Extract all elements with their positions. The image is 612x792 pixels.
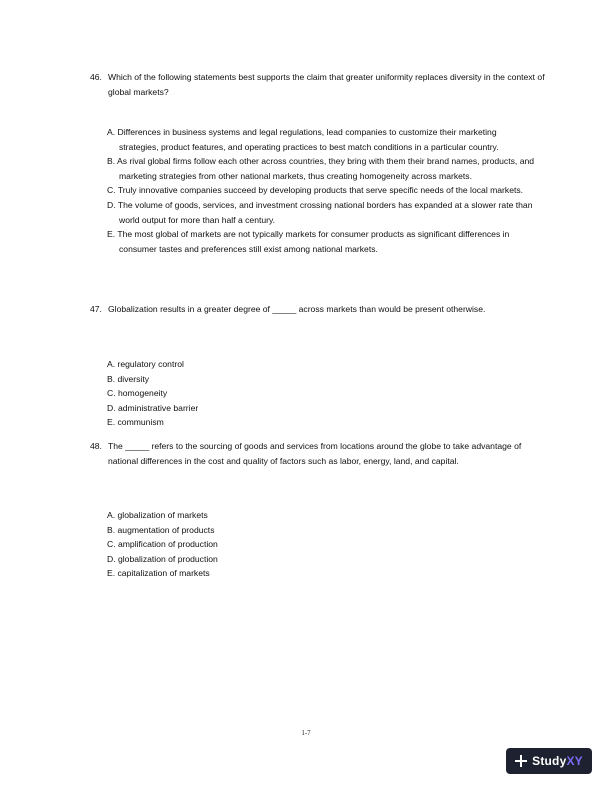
studyxy-logo-badge[interactable] bbox=[506, 748, 592, 774]
answer-option-b[interactable]: B. diversity bbox=[107, 373, 150, 384]
answer-option-b[interactable]: B. augmentation of products bbox=[107, 524, 215, 535]
answer-option-a[interactable]: A. globalization of markets bbox=[107, 510, 208, 520]
question-stem bbox=[90, 439, 550, 468]
brand-name-primary: Study bbox=[532, 754, 567, 768]
question-48 bbox=[90, 439, 550, 579]
question-stem bbox=[90, 302, 550, 317]
question-number: 47. bbox=[90, 304, 102, 314]
question-text: Globalization results in a greater degree of _____ across markets than would be present otherwise. bbox=[108, 304, 486, 314]
plus-icon bbox=[515, 755, 527, 767]
answer-option-c[interactable]: C. homogeneity bbox=[107, 388, 168, 399]
answer-options bbox=[107, 125, 537, 256]
page-number: 1-7 bbox=[301, 729, 311, 737]
answer-option-d[interactable]: D. globalization of production bbox=[107, 553, 218, 564]
answer-option-d[interactable]: D. administrative barrier bbox=[107, 402, 199, 413]
answer-option-a[interactable]: A. Differences in business systems and legal regulations, lead companies to customize their marketing strategies, product features, and operating practices to best match conditions in a particular country. bbox=[107, 127, 499, 152]
answer-option-e[interactable]: E. capitalization of markets bbox=[107, 568, 210, 579]
answer-option-c[interactable]: C. Truly innovative companies succeed by developing products that serve specific needs of the local markets. bbox=[107, 185, 524, 196]
question-number: 46. bbox=[90, 72, 102, 82]
brand-name-accent: XY bbox=[566, 754, 583, 768]
answer-options bbox=[107, 508, 537, 581]
answer-options bbox=[107, 357, 537, 430]
brand-name bbox=[532, 754, 583, 768]
question-text: Which of the following statements best supports the claim that greater uniformity replaces diversity in the context of global markets? bbox=[108, 72, 545, 97]
answer-option-e[interactable]: E. communism bbox=[107, 417, 164, 428]
answer-option-e[interactable]: E. The most global of markets are not typically markets for consumer products as significant differences in consumer tastes and preferences still exist among national markets. bbox=[107, 229, 510, 254]
answer-option-c[interactable]: C. amplification of production bbox=[107, 539, 218, 550]
question-stem bbox=[90, 70, 550, 99]
question-text: The _____ refers to the sourcing of goods and services from locations around the globe to take advantage of national differences in the cost and quality of factors such as labor, energy, land, and capital. bbox=[108, 441, 522, 466]
question-47 bbox=[90, 302, 550, 428]
question-46 bbox=[90, 70, 550, 254]
answer-option-a[interactable]: A. regulatory control bbox=[107, 359, 184, 369]
answer-option-b[interactable]: B. As rival global firms follow each other across countries, they bring with them their brand names, products, and marketing strategies from other national markets, thus creating homogeneity across markets. bbox=[107, 156, 535, 181]
answer-option-d[interactable]: D. The volume of goods, services, and investment crossing national borders has expanded at a slower rate than world output for more than half a century. bbox=[107, 199, 533, 225]
question-number: 48. bbox=[90, 441, 102, 451]
